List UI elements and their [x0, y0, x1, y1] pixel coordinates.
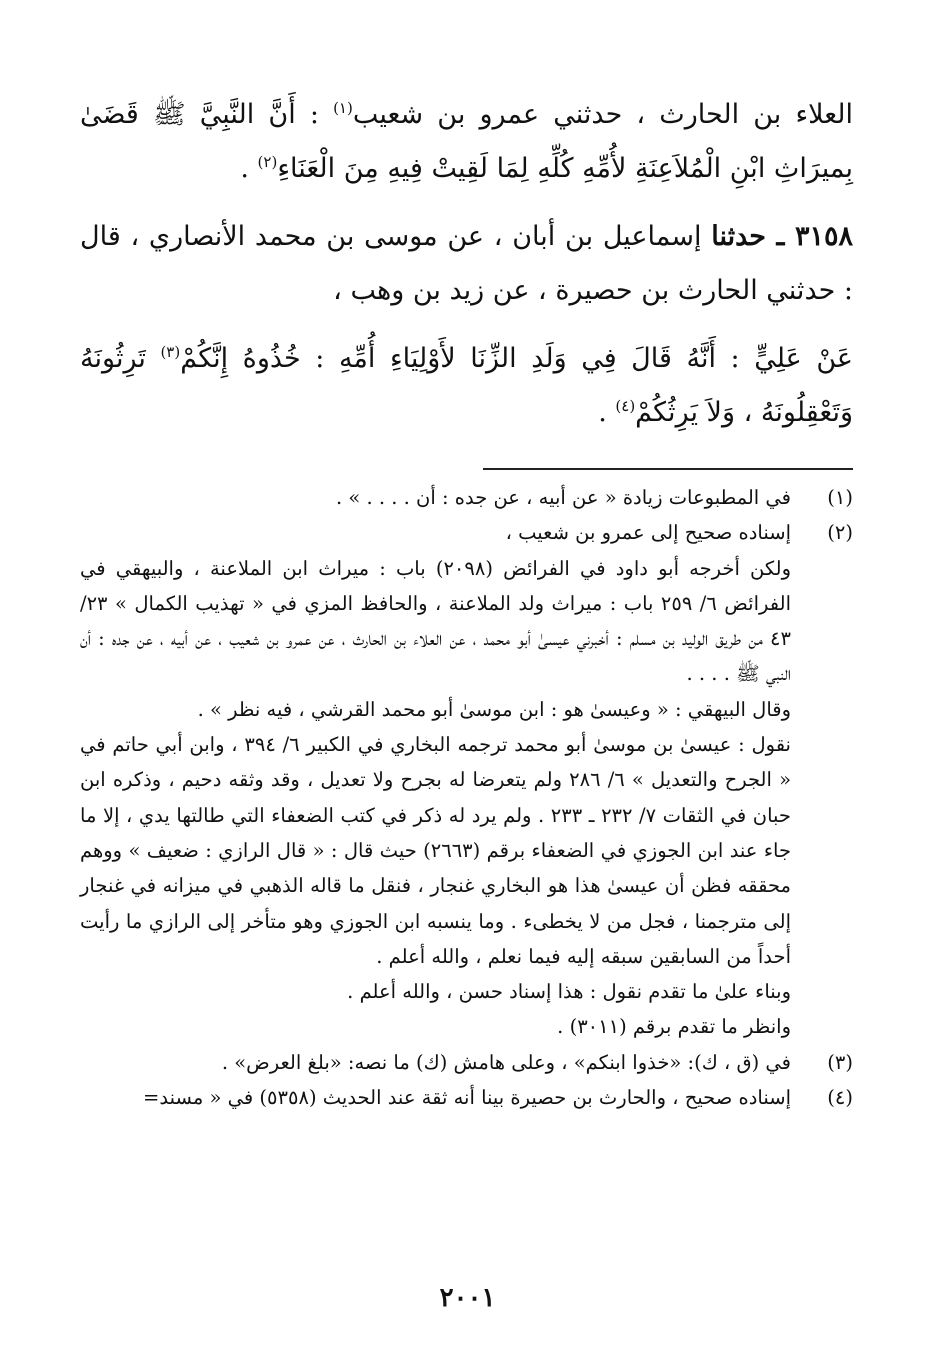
- footnotes: [80, 480, 853, 1115]
- footnote-paragraph: ولكن أخرجه أبو داود في الفرائض (٢٠٩٨) باب : ميراث ابن الملاعنة ، والبيهقي في الفرائض ٦/ ٢٥٩ باب : ميراث ولد الملاعنة ، والحافظ المزي في « تهذيب الكمال » ٢٣/ ٤٣ من طريق الوليد بن مسلم : أخبرني عيسىٰ أبو محمد ، عن العلاء بن الحارث ، عن عمرو بن شعيب ، عن أبيه ، عن جده : أن النبي ﷺ . . . .: [80, 556, 792, 686]
- main-text: [80, 88, 853, 440]
- footnote-number: (٤): [827, 1086, 853, 1110]
- footnote-ref-1[interactable]: (١): [333, 99, 353, 117]
- footnote-3: [80, 1045, 853, 1080]
- footnote-number: (٢): [827, 521, 853, 545]
- text-segment: .: [240, 153, 258, 184]
- hadith-number: ٣١٥٨ ـ حدثنا: [711, 221, 853, 252]
- footnote-ref-4[interactable]: (٤): [615, 397, 636, 415]
- page-number: ٢٠٠١: [439, 1283, 496, 1313]
- footnote-body: [80, 1045, 791, 1080]
- footnote-4: [80, 1080, 853, 1115]
- footnote-1: [80, 480, 853, 515]
- footnote-paragraph: في (ق ، ك): «خذوا ابنكم» ، وعلى هامش (ك) ما نصه: «بلغ العرض» .: [221, 1050, 791, 1074]
- text-segment: .: [598, 397, 616, 428]
- paragraph-hadith-3158-matn: [80, 332, 853, 440]
- footnote-paragraph: وبناء علىٰ ما تقدم نقول : هذا إسناد حسن ، والله أعلم .: [347, 980, 791, 1004]
- footnote-number: (١): [827, 486, 853, 509]
- footnote-body: [80, 515, 791, 1044]
- footnote-paragraph: إسناده صحيح ، والحارث بن حصيرة بينا أنه ثقة عند الحديث (٥٣٥٨) في « مسند=: [143, 1086, 791, 1110]
- text-segment: : أَنَّ النَّبِيَّ ﷺ قَضَىٰ بِميرَاثِ ابْنِ الْمُلاَعِنَةِ لأُمِّهِ كُلِّهِ لِمَا لَقِيتْ فِيهِ مِنَ الْعَنَاءِ: [80, 99, 853, 184]
- footnote-2: [80, 515, 853, 1044]
- text-segment: العلاء بن الحارث ، حدثني عمرو بن شعيب: [352, 99, 854, 130]
- footnote-ref-3[interactable]: (٣): [160, 343, 181, 361]
- text-segment: إسماعيل بن أبان ، عن موسى بن محمد الأنصاري ، قال : حدثني الحارث بن حصيرة ، عن زيد بن وهب ،: [80, 221, 853, 306]
- footnote-ref-2[interactable]: (٢): [257, 153, 278, 171]
- footnote-paragraph: نقول : عيسىٰ بن موسىٰ أبو محمد ترجمه البخاري في الكبير ٦/ ٣٩٤ ، وابن أبي حاتم في « الجرح والتعديل » ٦/ ٢٨٦ ولم يتعرضا له بجرح ولا تعديل ، وقد وثقه دحيم ، وذكره ابن حبان في الثقات ٧/ ٢٣٢ ـ ٢٣٣ . ولم يرد له ذكر في كتب الضعفاء التي طالتها يدي ، إلا ما جاء عند ابن الجوزي في الضعفاء برقم (٢٦٦٣) حيث قال : « قال الرازي : ضعيف » ووهم محققه فظن أن عيسىٰ هذا هو البخاري غنجار ، فنقل ما قاله الذهبي في ميزانه في غنجار إلى مترجمنا ، فجل من لا يخطىء . وما ينسبه ابن الجوزي وهو متأخر إلى الرازي ما رأيت أحداً من السابقين سبقه إليه فيما نعلم ، والله أعلم .: [80, 733, 791, 968]
- text-segment: تَرِثُونَهُ وَتَعْقِلُونَهُ ، وَلاَ يَرِثُكُمْ: [80, 343, 853, 428]
- footnote-body: [80, 1080, 791, 1115]
- text-segment: عَنْ عَلِيٍّ : أَنَّهُ قَالَ فِي وَلَدِ الزِّنَا لأَوْلِيَاءِ أُمِّهِ : خُذُوهُ إِنَّكُمْ: [180, 343, 853, 374]
- footnote-separator: [483, 468, 853, 470]
- footnote-paragraph: في المطبوعات زيادة « عن أبيه ، عن جده : أن . . . . » .: [335, 486, 791, 509]
- footnote-paragraph: وانظر ما تقدم برقم (٣٠١١) .: [557, 1015, 791, 1039]
- paragraph-hadith-continuation: [80, 88, 853, 196]
- footnote-paragraph: إسناده صحيح إلى عمرو بن شعيب ،: [505, 521, 791, 545]
- paragraph-hadith-3158-isnad: [80, 210, 853, 318]
- footnote-number: (٣): [827, 1050, 853, 1074]
- footnote-paragraph: وقال البيهقي : « وعيسىٰ هو : ابن موسىٰ أبو محمد القرشي ، فيه نظر » .: [197, 697, 791, 721]
- footnote-body: [80, 480, 791, 515]
